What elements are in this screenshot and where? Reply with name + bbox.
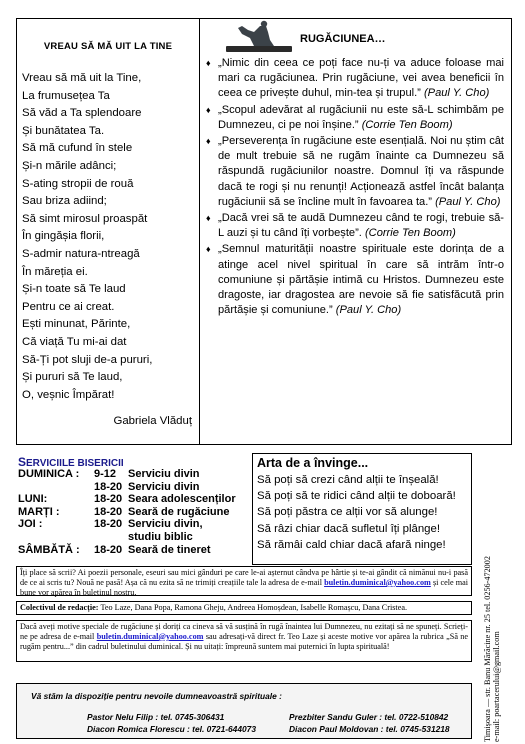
poem-line: Să-Ți pot sluji de-a pururi, bbox=[22, 353, 153, 366]
contact-entry: Diacon Romica Florescu : tel. 0721-644073 bbox=[87, 724, 256, 734]
poem-line: Și-n toate să Te laud bbox=[22, 283, 126, 296]
schedule-row: JOI : 18-20 Serviciu divin, bbox=[18, 518, 203, 531]
quote-text: „Nimic din ceea ce poți face nu-ți va aduce foloase mai mari ca rugăciunea. Prin rugăciune, vei avea beneficii în ceea ce privește duhul, min-tea și trupul.” bbox=[218, 57, 504, 100]
column-divider bbox=[199, 18, 200, 445]
quote-item bbox=[204, 103, 504, 133]
schedule-row: studiu biblic bbox=[128, 530, 193, 543]
poem-line: Că viață Tu mi-ai dat bbox=[22, 335, 127, 348]
quote-item bbox=[204, 242, 504, 318]
quote-text: „Dacă vrei să te audă Dumnezeu când te rogi, trebuie să-L auzi și tu când îți vorbește”. bbox=[218, 212, 504, 240]
poem-line: Să simt mirosul proaspăt bbox=[22, 212, 148, 225]
arta-line: Să poți păstra ce alții vor să alunge! bbox=[257, 506, 438, 519]
quote-item bbox=[204, 56, 504, 102]
poem-line: În gingășia florii, bbox=[22, 230, 105, 243]
write-invite-box: Îți place să scrii? Ai poezii personale, eseuri sau mici gânduri pe care le-ai așternut cândva pe hârtie și te-ai gândit că nimănui nu-i pasă de ce ai scris tu? Nouă ne pasă! Așa că nu ezita să ne trimiți creațiile tale la adresa de e-mail buletin.duminical@yahoo.com și cele mai bune vor apărea în buletinul nostru. bbox=[16, 566, 472, 596]
quote-source: (Paul Y. Cho) bbox=[435, 195, 501, 208]
side-address-line: Timișoara — str. Banu Mărăcine nr. 25 tel. 0256-472002 bbox=[483, 556, 492, 742]
schedule-row: SÂMBĂTĂ : 18-20 Seară de tineret bbox=[18, 543, 211, 556]
contact-entry: Prezbiter Sandu Guler : tel. 0722-510842 bbox=[289, 712, 449, 722]
poem-title: VREAU SĂ MĂ UIT LA TINE bbox=[43, 41, 173, 52]
praying-figure-image bbox=[224, 20, 296, 54]
quote-text: „Semnul maturității noastre spirituale este dorința de a atinge acel nivel spiritual în care să intrăm într-o comuniune și părtășie intimă cu Hristos. Dumnezeu este dragoste, iar dragostea are nevoie să fie satisfăcută prin părtășie și comuniune.” bbox=[218, 243, 504, 317]
arta-line: Să rămâi cald chiar dacă afară ninge! bbox=[257, 538, 446, 551]
side-email-line: e-mail: poartacerului@gmail.com bbox=[492, 631, 502, 742]
poem-line: O, veșnic Împărat! bbox=[22, 388, 115, 401]
quote-text: „Scopul adevărat al rugăciunii nu este să-L schimbăm pe Dumnezeu, ci pe noi înșine.” bbox=[218, 103, 504, 131]
services-title: SERVICIILE BISERICII bbox=[18, 455, 124, 469]
quote-item bbox=[204, 211, 504, 241]
poem-line: Pentru ce ai creat. bbox=[22, 300, 115, 313]
side-address bbox=[483, 556, 502, 742]
quotes-list bbox=[204, 56, 504, 319]
poem-author: Gabriela Vlăduț bbox=[113, 415, 192, 427]
contacts-box bbox=[16, 683, 472, 739]
arta-box bbox=[252, 453, 472, 565]
arta-line: Să poți să crezi când alții te înșeală! bbox=[257, 474, 439, 486]
poem-line: Să mă cufund în stele bbox=[22, 142, 133, 155]
contact-entry: Diacon Paul Moldovan : tel. 0745-531218 bbox=[289, 724, 450, 734]
bullet-diamond-icon: ♦ bbox=[206, 136, 211, 147]
email-link[interactable]: buletin.duminical@yahoo.com bbox=[96, 631, 204, 641]
poem-line: La frumusețea Ta bbox=[22, 89, 110, 102]
email-link[interactable]: buletin.duminical@yahoo.com bbox=[324, 577, 431, 587]
quote-source: (Corrie Ten Boom) bbox=[361, 118, 453, 131]
schedule-row: LUNI: 18-20 Seara adolescenților bbox=[18, 493, 236, 506]
services-schedule bbox=[18, 468, 258, 556]
quote-source: (Paul Y. Cho) bbox=[423, 87, 490, 100]
poem-line: Și-n mările adânci; bbox=[22, 159, 117, 172]
editorial-label: Colectivul de redacție: bbox=[20, 603, 99, 612]
schedule-row: MARȚI : 18-20 Seară de rugăciune bbox=[18, 505, 230, 518]
editorial-names: Teo Laze, Dana Popa, Ramona Gheju, Andreea Homoșdean, Isabelle Romașcu, Dana Cristea. bbox=[100, 603, 408, 612]
quote-item bbox=[204, 134, 504, 210]
poem-line: S-ating stropii de rouă bbox=[22, 177, 134, 190]
poem-line: Sau briza adiind; bbox=[22, 195, 107, 208]
prayer-title: RUGĂCIUNEA… bbox=[300, 33, 386, 45]
poem-line: În măreția ei. bbox=[22, 265, 88, 278]
bullet-diamond-icon: ♦ bbox=[206, 213, 211, 224]
bullet-diamond-icon: ♦ bbox=[206, 244, 211, 255]
arta-line: Să râzi chiar dacă sufletul îți plânge! bbox=[257, 522, 440, 535]
poem-body bbox=[22, 70, 198, 404]
arta-line: Să poți să te ridici când alții te doboară! bbox=[257, 490, 456, 503]
quote-text: „Perseverența în rugăciune este esențială. Noi nu știm cât de mult trebuie să ne rugăm înainte ca Dumnezeu să răspundă rugăciunilor noastre. Domnul îți va răspunde dacă te rogi și nu renunți! Acționează astfel încât balanța rugăciunii să se încline mult în favoarea ta.” bbox=[218, 135, 504, 208]
contact-entry: Pastor Nelu Filip : tel. 0745-306431 bbox=[87, 712, 225, 722]
poem-line: Ești minunat, Părinte, bbox=[22, 318, 131, 331]
arta-title: Arta de a învinge... bbox=[257, 456, 369, 470]
bullet-diamond-icon: ♦ bbox=[206, 104, 211, 115]
schedule-row: DUMINICA : 9-12 Serviciu divin bbox=[18, 468, 200, 480]
poem-line: Să văd a Ta splendoare bbox=[22, 107, 142, 120]
poem-line: Și pururi să Te laud, bbox=[22, 371, 123, 384]
editorial-box bbox=[16, 601, 472, 615]
bullet-diamond-icon: ♦ bbox=[206, 58, 211, 68]
quote-source: (Corrie Ten Boom) bbox=[364, 227, 456, 240]
prayer-requests-box: Dacă aveți motive speciale de rugăciune și doriți ca cineva să vă susțină în rugă înaintea lui Dumnezeu, nu ezitați să ne spuneți. Scrieți-ne pe adresa de e-mail buletin.duminical@yahoo.com sau adresați-vă direct fr. Teo Laze și aceste motive vor apărea la rubrica „Să ne rugăm pentru...” din cadrul buletinului duminical. Și nu uitați: împreună suntem mai puternici în lupta spirituală! bbox=[16, 620, 472, 662]
poem-line: Și bunătatea Ta. bbox=[22, 124, 105, 137]
poem-line: Vreau să mă uit la Tine, bbox=[22, 72, 142, 84]
poem-line: S-admir natura-ntreagă bbox=[22, 247, 140, 260]
contacts-intro: Vă stăm la dispoziție pentru nevoile dumneavoastră spirituale : bbox=[31, 691, 282, 701]
schedule-row: 18-20 Serviciu divin bbox=[94, 480, 200, 493]
quote-source: (Paul Y. Cho) bbox=[335, 304, 402, 317]
